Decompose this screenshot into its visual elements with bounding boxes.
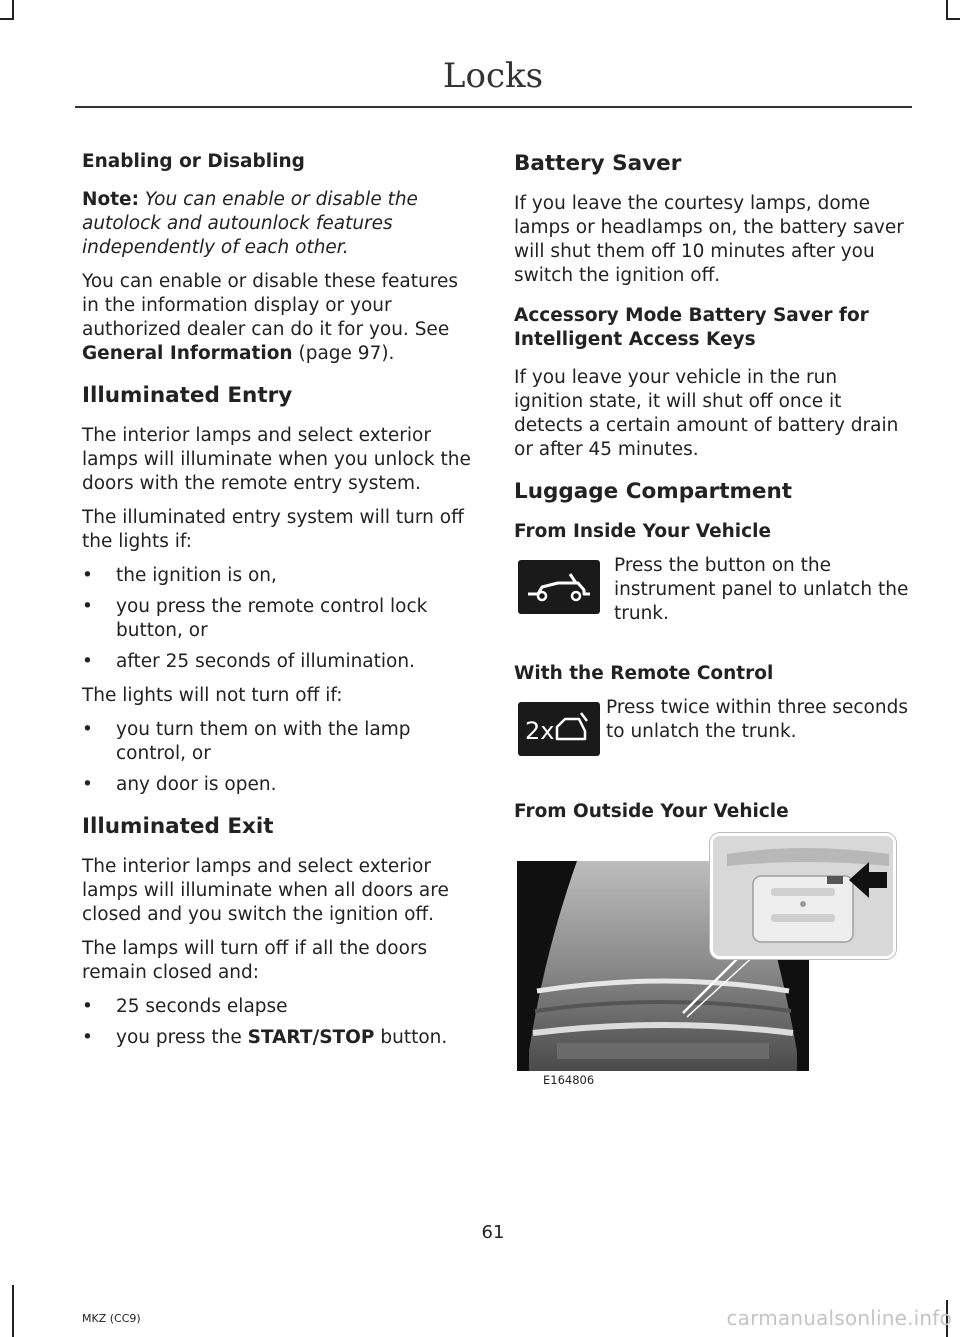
accessory-para: If you leave your vehicle in the run ignition state, it will shut off once it detects a certain amount of battery drain or after 45 minutes. <box>514 367 899 460</box>
list-item: • after 25 seconds of illumination. <box>82 650 477 674</box>
illuminated-exit-para-1: The interior lamps and select exterior lamps will illuminate when all doors are closed and you switch the ignition off. <box>82 856 449 925</box>
turn-off-list <box>82 564 477 674</box>
trunk-release-glyph <box>524 570 594 604</box>
trunk-figure <box>517 833 892 1088</box>
trunk-release-icon <box>518 560 600 614</box>
right-column <box>514 150 909 838</box>
exit-item-pre: you press the <box>116 1027 248 1048</box>
crop-mark-top-left-h <box>0 18 14 20</box>
crop-mark-top-right-h <box>946 18 960 20</box>
accessory-heading: Accessory Mode Battery Saver for Intelligent Access Keys <box>514 305 869 350</box>
remote-trunk-glyph <box>523 709 595 749</box>
list-item <box>82 1026 477 1050</box>
battery-saver-heading: Battery Saver <box>514 151 682 176</box>
model-code: MKZ (CC9) <box>82 1312 141 1325</box>
left-column <box>82 150 477 1060</box>
figure-code: E164806 <box>543 1073 595 1087</box>
illuminated-entry-heading: Illuminated Entry <box>82 383 293 408</box>
crop-mark-bottom-left <box>12 1285 14 1337</box>
header-rule <box>75 106 912 108</box>
remote-heading: With the Remote Control <box>514 663 774 684</box>
inside-instruction <box>514 555 909 646</box>
page-title: Locks <box>442 56 544 96</box>
remote-trunk-2x-icon <box>518 702 600 756</box>
illuminated-entry-para-2: The illuminated entry system will turn off the lights if: <box>82 507 464 552</box>
not-off-list <box>82 718 477 797</box>
outside-heading: From Outside Your Vehicle <box>514 801 789 822</box>
crop-mark-top-right <box>946 0 948 18</box>
remote-text: Press twice within three seconds to unlatch the trunk. <box>606 697 908 742</box>
list-item: • 25 seconds elapse <box>82 995 477 1019</box>
exit-list <box>82 995 477 1050</box>
page-number: 61 <box>481 1222 505 1243</box>
battery-saver-para: If you leave the courtesy lamps, dome lamps or headlamps on, the battery saver will shut them off 10 minutes after you switch the ignition off. <box>514 193 904 286</box>
note-paragraph <box>82 188 477 260</box>
remote-instruction <box>514 697 909 784</box>
start-stop-label: START/STOP <box>247 1027 375 1048</box>
enable-text: You can enable or disable these features in the information display or your authorized dealer can do it for you. See <box>82 271 458 340</box>
trunk-release-detail-inset <box>710 833 896 959</box>
list-item: • you press the remote control lock button, or <box>82 595 477 643</box>
illuminated-entry-para-1: The interior lamps and select exterior lamps will illuminate when you unlock the doors with the remote entry system. <box>82 425 471 494</box>
list-item: • any door is open. <box>82 773 477 797</box>
luggage-heading: Luggage Compartment <box>514 479 793 504</box>
list-item: • you turn them on with the lamp control, or <box>82 718 477 766</box>
note-text: You can enable or disable the autolock and autounlock features independently of each other. <box>82 189 418 258</box>
enable-paragraph <box>82 270 477 366</box>
illuminated-exit-heading: Illuminated Exit <box>82 814 274 839</box>
watermark: carmanualsonline.info <box>726 1306 952 1330</box>
crop-mark-top-left <box>12 0 14 18</box>
list-item: • the ignition is on, <box>82 564 477 588</box>
inside-heading: From Inside Your Vehicle <box>514 521 772 542</box>
remote-icon-label: 2x <box>525 717 555 745</box>
note-label: Note: <box>82 189 139 210</box>
general-information-link[interactable]: General Information <box>82 343 293 364</box>
inside-text: Press the button on the instrument panel to unlatch the trunk. <box>614 555 909 624</box>
enabling-heading: Enabling or Disabling <box>82 151 305 172</box>
exit-item-post: button. <box>374 1027 448 1048</box>
not-off-para: The lights will not turn off if: <box>82 685 343 706</box>
arrow-left-icon <box>845 858 889 902</box>
enable-page-ref: (page 97). <box>292 343 395 364</box>
illuminated-exit-para-2: The lamps will turn off if all the doors remain closed and: <box>82 938 428 983</box>
